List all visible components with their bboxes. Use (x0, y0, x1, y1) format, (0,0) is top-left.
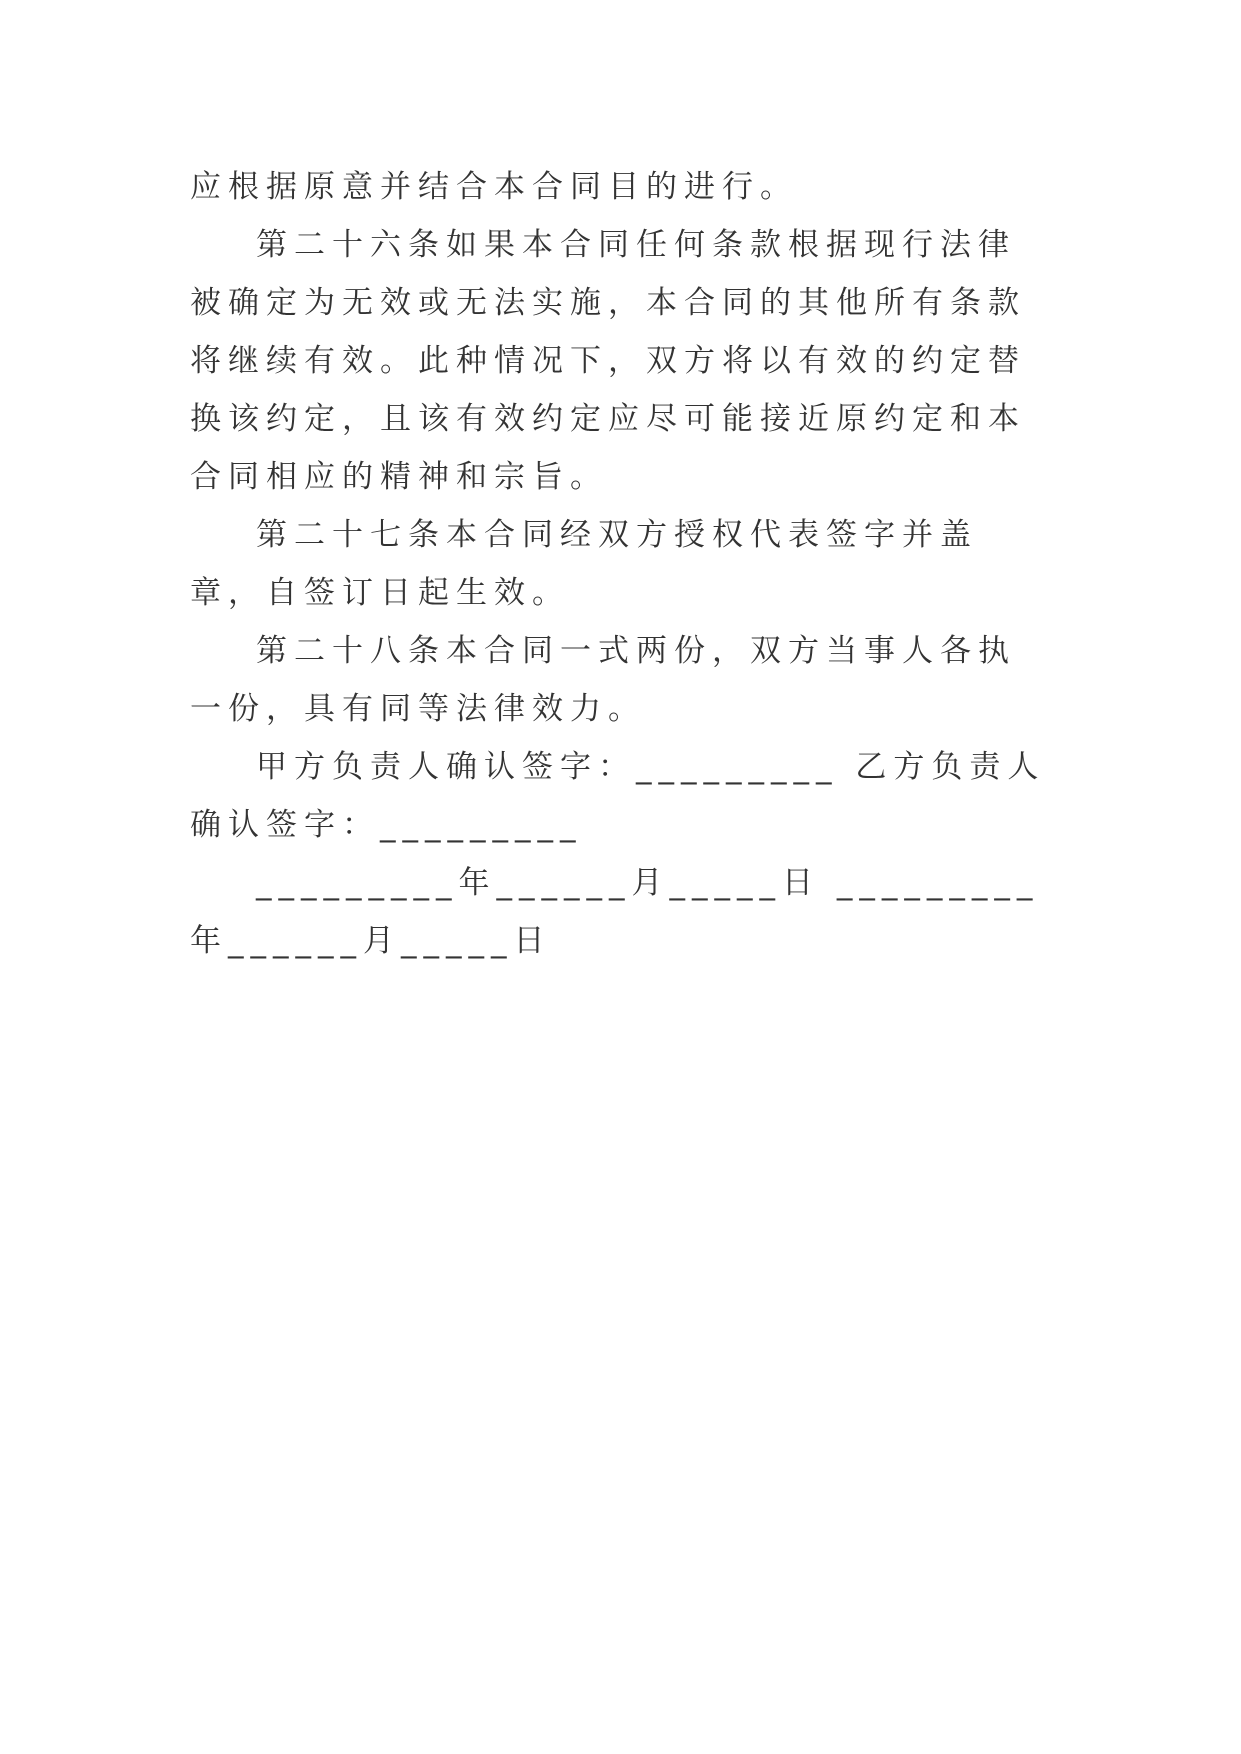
paragraph-continuation: 应根据原意并结合本合同目的进行。 (190, 169, 798, 205)
signature-line: 甲方负责人确认签字：_________ 乙方负责人确认签字：_________ (190, 749, 1046, 843)
paragraph-article-28: 第二十八条本合同一式两份，双方当事人各执一份，具有同等法律效力。 (190, 633, 1016, 727)
date-line: _________年______月_____日 _________年______月_____日 (190, 865, 1040, 959)
document-body (190, 158, 1050, 970)
paragraph-article-26: 第二十六条如果本合同任何条款根据现行法律被确定为无效或无法实施，本合同的其他所有条款将继续有效。此种情况下，双方将以有效的约定替换该约定，且该有效约定应尽可能接近原约定和本合同相应的精神和宗旨。 (190, 227, 1026, 495)
paragraph-article-27: 第二十七条本合同经双方授权代表签字并盖章，自签订日起生效。 (190, 517, 978, 611)
